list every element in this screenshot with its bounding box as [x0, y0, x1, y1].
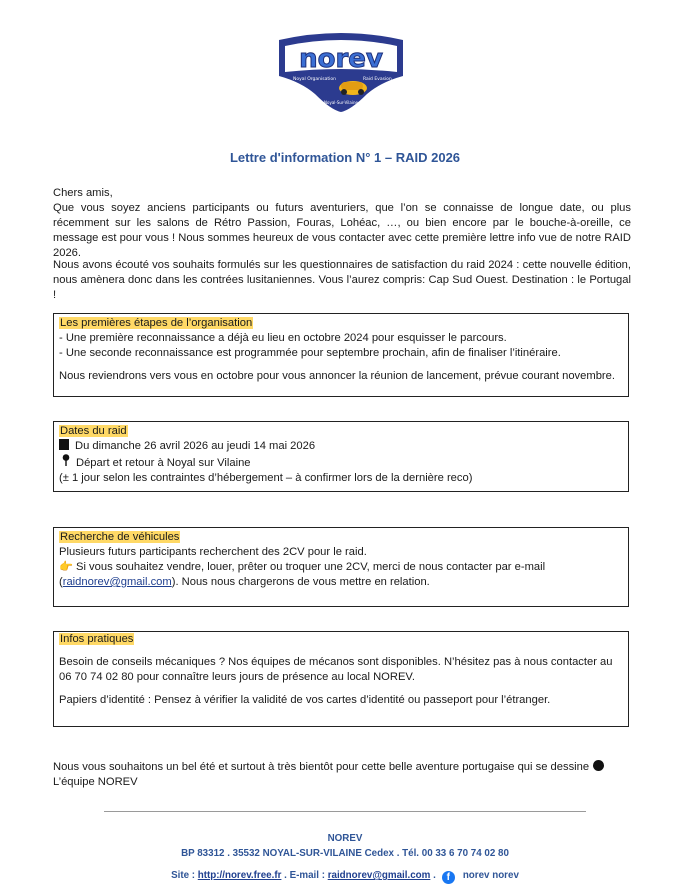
vehicles-box — [53, 527, 629, 607]
footer-org: NOREV — [327, 833, 363, 844]
pin-icon — [59, 454, 73, 471]
footer-divider — [104, 811, 586, 812]
infos-box — [53, 631, 629, 727]
organisation-line-1: - Une première reconnaissance a déjà eu lieu en octobre 2024 pour esquisser le parcours. — [59, 332, 507, 344]
vehicles-heading: Recherche de véhicules — [60, 531, 180, 543]
svg-text:norev: norev — [299, 44, 383, 74]
page-title: Lettre d'information N° 1 – RAID 2026 — [229, 150, 461, 165]
dates-text: Du dimanche 26 avril 2026 au jeudi 14 mai 2026 — [75, 440, 316, 452]
footer-site-link[interactable]: http://norev.free.fr — [197, 870, 282, 881]
footer-email-label: . E-mail : — [281, 870, 328, 881]
closing-line-1: Nous vous souhaitons un bel été et surtout à très bientôt pour cette belle aventure portugaise qui se dessine — [53, 761, 590, 773]
svg-text:Noyal Organisation: Noyal Organisation — [293, 77, 336, 82]
vehicles-line-2: Si vous souhaitez vendre, louer, prêter ou troquer une 2CV, merci de nous contacter par e-mail — [76, 561, 546, 573]
place-text: Départ et retour à Noyal sur Vilaine — [76, 457, 251, 469]
infos-line-2: 06 70 74 02 80 pour connaître leurs jours de présence au local NOREV. — [59, 671, 415, 683]
dates-box — [53, 421, 629, 492]
svg-text:Noyal-Sur-Vilaine: Noyal-Sur-Vilaine — [324, 100, 358, 105]
intro-section-2 — [53, 258, 631, 303]
closing-section — [53, 760, 631, 790]
organisation-line-3: Nous reviendrons vers vous en octobre pour vous annoncer la réunion de lancement, prévue courant novembre. — [59, 370, 615, 382]
organisation-heading: Les premières étapes de l’organisation — [60, 317, 253, 329]
norev-logo — [271, 32, 411, 112]
footer-site-label: Site : — [171, 870, 198, 881]
facebook-icon[interactable]: f — [442, 871, 455, 884]
vehicles-email-link[interactable]: raidnorev@gmail.com — [62, 576, 172, 588]
calendar-icon — [59, 439, 69, 450]
intro-paragraph-1: Que vous soyez anciens participants ou futurs aventuriers, que l’on se connaisse de longue date, ou plus récemment sur les salons de Rétro Passion, Fouras, Lohéac, …, ou bien encore par le bouche-à-oreille, ce message est pour vous ! Nous sommes heureux de vous contacter avec cette première lettre info vue de notre RAID 2026. — [53, 202, 631, 259]
infos-heading: Infos pratiques — [60, 633, 134, 645]
vehicles-line-1: Plusieurs futurs participants recherchent des 2CV pour le raid. — [59, 546, 367, 558]
footer-contact — [0, 868, 690, 884]
black-circle-icon — [593, 760, 604, 771]
footer-email-link[interactable]: raidnorev@gmail.com — [327, 870, 431, 881]
intro-section — [53, 186, 631, 261]
vehicles-line-3: ). Nous nous chargerons de vous mettre en relation. — [171, 576, 430, 588]
intro-paragraph-2: Nous avons écouté vos souhaits formulés sur les questionnaires de satisfaction du raid 2024 : cette nouvelle édition, nous amènera donc dans les contrées lusitaniennes. Vous l’aurez compris: Cap Sud Ouest. Destination : le Portugal ! — [53, 259, 631, 301]
footer-facebook-name[interactable]: norev norev — [462, 870, 519, 881]
paren-open: ( — [59, 576, 63, 588]
infos-line-3: Papiers d’identité : Pensez à vérifier la validité de vos cartes d’identité ou passeport pour l’étranger. — [59, 694, 551, 706]
infos-line-1: Besoin de conseils mécaniques ? Nos équipes de mécanos sont disponibles. N’hésitez pas à nous contacter au — [59, 656, 613, 668]
closing-signature: L’équipe NOREV — [53, 776, 138, 788]
footer-separator: . — [430, 870, 436, 881]
dates-heading: Dates du raid — [60, 425, 127, 437]
organisation-box — [53, 313, 629, 397]
organisation-line-2: - Une seconde reconnaissance est programmée pour septembre prochain, afin de finaliser l’itinéraire. — [59, 347, 561, 359]
footer-address: BP 83312 . 35532 NOYAL-SUR-VILAINE Cedex . Tél. 00 33 6 70 74 02 80 — [181, 848, 509, 859]
greeting: Chers amis, — [53, 187, 113, 199]
svg-text:Raid Evasion: Raid Evasion — [363, 77, 392, 82]
dates-note: (± 1 jour selon les contraintes d’hébergement – à confirmer lors de la dernière reco) — [59, 472, 473, 484]
pointing-hand-icon: 👉 — [59, 561, 73, 573]
